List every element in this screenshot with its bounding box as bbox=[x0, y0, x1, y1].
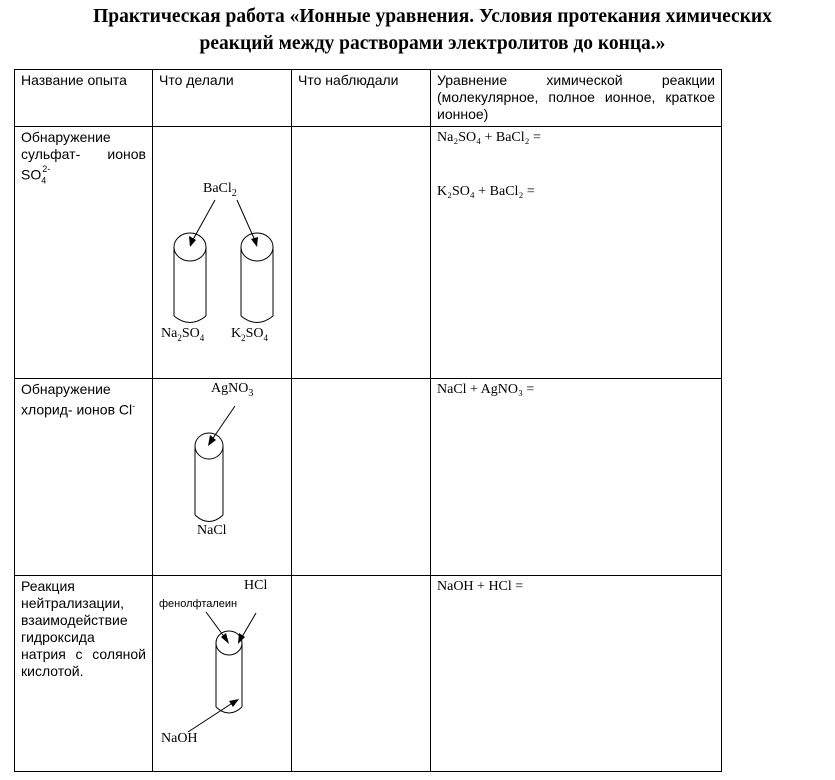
equation-2: K₂SO₄ + BaCl₂ = bbox=[437, 184, 535, 199]
experiment-name-cell bbox=[15, 576, 153, 772]
equation-1: NaCl + AgNO₃ = bbox=[437, 382, 535, 397]
observed-cell[interactable] bbox=[292, 127, 431, 379]
table-row bbox=[15, 576, 722, 772]
experiment-name-cell bbox=[15, 379, 153, 576]
observed-cell[interactable] bbox=[292, 576, 431, 772]
equation-1: NaOH + HCl = bbox=[437, 579, 524, 594]
header-experiment-name: Название опыта bbox=[15, 70, 153, 127]
header-equation-line3: ионное) bbox=[437, 106, 489, 122]
exp3-name-line4: гидроксида bbox=[21, 629, 95, 645]
experiment-name-cell bbox=[15, 127, 153, 379]
reagent-label: AgNO$_3$ bbox=[211, 381, 254, 399]
exp1-name-line1: Обнаружение bbox=[21, 129, 111, 145]
title-line-1: Практическая работа «Ионные уравнения. Условия протекания химических bbox=[93, 6, 772, 27]
header-what-done: Что делали bbox=[153, 70, 292, 127]
exp3-name-line1: Реакция bbox=[21, 578, 75, 594]
table-row bbox=[15, 379, 722, 576]
header-equation bbox=[431, 70, 722, 127]
what-done-cell bbox=[153, 127, 292, 379]
table-header-row bbox=[15, 70, 722, 127]
reagent-label: HCl bbox=[244, 578, 268, 593]
reagent-label: BaCl$_2$ bbox=[203, 181, 237, 199]
header-observed: Что наблюдали bbox=[292, 70, 431, 127]
header-equation-line1: Уравнение химической реакции bbox=[437, 72, 715, 88]
equation-1: Na₂SO₄ + BaCl₂ = bbox=[437, 130, 541, 145]
title-line-2: реакций между растворами электролитов до конца.» bbox=[199, 33, 666, 54]
tube-label: NaCl bbox=[197, 523, 227, 538]
exp2-name-line2: хлорид- ионов Cl- bbox=[21, 401, 136, 418]
equation-cell[interactable] bbox=[431, 127, 722, 379]
exp1-name-line2: сульфат- ионов bbox=[21, 146, 146, 162]
indicator-label: фенолфталеин bbox=[159, 598, 238, 610]
exp2-name-line1: Обнаружение bbox=[21, 381, 111, 397]
exp3-name-line2: нейтрализации, bbox=[21, 595, 125, 611]
what-done-cell bbox=[153, 379, 292, 576]
test-tube-drawing bbox=[153, 379, 292, 571]
observed-cell[interactable] bbox=[292, 379, 431, 576]
equation-cell[interactable] bbox=[431, 576, 722, 772]
what-done-cell bbox=[153, 576, 292, 772]
page-title bbox=[0, 3, 835, 57]
header-equation-line2: (молекулярное, полное ионное, краткое bbox=[437, 89, 715, 105]
tube1-label: $Na_2SO_4$ bbox=[161, 326, 205, 343]
experiments-table bbox=[14, 69, 722, 772]
table-row bbox=[15, 127, 722, 379]
exp3-name-line6: кислотой. bbox=[21, 663, 84, 679]
tube2-label: $K_2SO_4$ bbox=[231, 326, 269, 343]
tube-label: NaOH bbox=[161, 731, 198, 746]
equation-cell[interactable] bbox=[431, 379, 722, 576]
exp3-name-line3: взаимодействие bbox=[21, 612, 128, 628]
exp1-name-line3: $SO_4^{2-}$ bbox=[21, 164, 51, 186]
exp3-name-line5: натрия с соляной bbox=[21, 646, 146, 662]
